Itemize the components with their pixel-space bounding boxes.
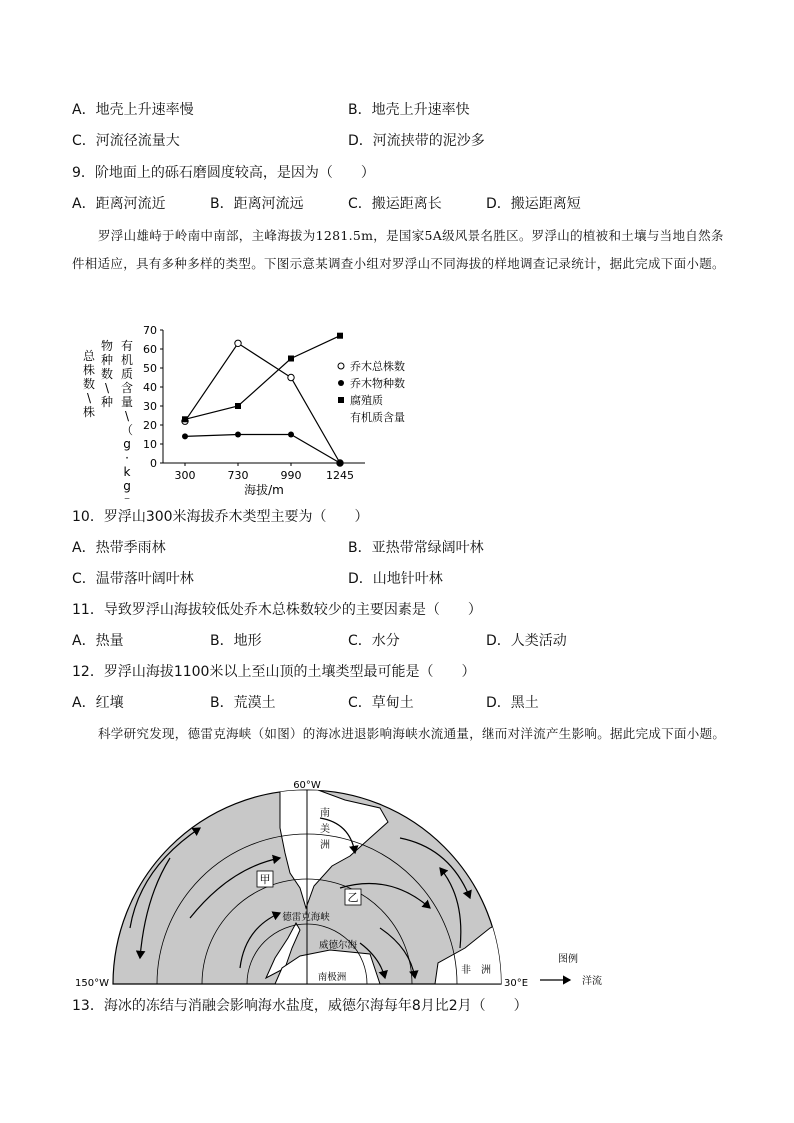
svg-text:种: 种	[100, 353, 114, 367]
svg-text:美: 美	[320, 824, 330, 835]
data-point	[235, 403, 241, 409]
svg-text:（: （	[120, 423, 134, 437]
q10-option-d: D．山地针叶林	[348, 571, 443, 587]
x-axis-label: 海拔/m	[244, 483, 284, 497]
legend-label: 有机质含量	[350, 411, 405, 424]
q12-option-a: A．红壤	[72, 695, 124, 711]
legend-marker	[338, 363, 344, 369]
luofu-survey-chart	[75, 322, 435, 500]
label-jia: 甲	[259, 873, 271, 886]
legend-label: 乔木总株数	[350, 360, 405, 373]
q9-option-d: D．搬运距离短	[486, 196, 581, 212]
y-label-right	[121, 339, 133, 500]
label-antarctica: 南极洲	[317, 972, 347, 983]
svg-text:有: 有	[120, 339, 134, 353]
label-150w: 150°W	[75, 978, 109, 989]
x-tick-label: 1245	[326, 469, 354, 482]
label-yi: 乙	[347, 891, 359, 904]
legend-marker	[338, 380, 344, 386]
drake-passage-map	[70, 778, 630, 992]
data-point	[288, 432, 294, 438]
legend-title: 图例	[558, 954, 578, 965]
x-tick-label: 990	[280, 469, 302, 482]
label-weddell-sea: 威德尔海	[318, 940, 358, 951]
series-line	[185, 336, 340, 420]
q10-option-c: C．温带落叶阔叶林	[72, 571, 194, 587]
series-line	[185, 435, 340, 464]
svg-text:机: 机	[120, 353, 134, 367]
q10-option-a: A．热带季雨林	[72, 540, 166, 556]
q10-option-b: B．亚热带常绿阔叶林	[348, 540, 484, 556]
y-tick-label: 50	[143, 362, 157, 375]
data-point	[182, 416, 188, 422]
legend-label: 乔木物种数	[350, 377, 405, 390]
data-point	[182, 433, 188, 439]
svg-text:种: 种	[100, 395, 114, 409]
svg-text:·: ·	[125, 451, 129, 465]
svg-text:g: g	[123, 479, 131, 493]
y-tick-label: 30	[143, 400, 157, 413]
data-point	[337, 460, 343, 466]
q12-option-c: C．草甸土	[348, 695, 414, 711]
y-tick-label: 10	[143, 438, 157, 451]
svg-text:含: 含	[120, 381, 134, 395]
q8-option-b: B．地壳上升速率快	[348, 102, 470, 118]
data-point	[337, 333, 343, 339]
label-30e: 30°E	[503, 978, 529, 989]
q12-stem: 12．罗浮山海拔1100米以上至山顶的土壤类型最可能是（ ）	[72, 664, 476, 680]
q11-option-c: C．水分	[348, 633, 400, 649]
q13-stem: 13．海冰的冻结与消融会影响海水盐度，威德尔海每年8月比2月（ ）	[72, 998, 528, 1014]
label-drake-passage: 德雷克海峡	[282, 912, 330, 923]
q11-option-d: D．人类活动	[486, 633, 567, 649]
y-tick-label: 20	[143, 419, 157, 432]
series-line	[185, 343, 340, 463]
svg-text:质: 质	[120, 367, 134, 381]
y-label-mid	[101, 338, 113, 409]
y-tick-label: 40	[143, 381, 157, 394]
svg-text:\: \	[86, 391, 92, 405]
q11-option-a: A．热量	[72, 633, 124, 649]
label-south-america	[320, 806, 330, 851]
svg-text:数: 数	[82, 377, 96, 391]
q9-option-b: B．距离河流远	[210, 196, 304, 212]
x-tick-label: 300	[174, 469, 196, 482]
data-point	[288, 356, 294, 362]
q9-option-a: A．距离河流近	[72, 196, 166, 212]
data-point	[288, 374, 294, 380]
q10-stem: 10．罗浮山300米海拔乔木类型主要为（ ）	[72, 509, 369, 525]
svg-text:\: \	[104, 381, 110, 395]
svg-text:g: g	[123, 437, 131, 451]
svg-text:物: 物	[100, 339, 114, 353]
q9-option-c: C．搬运距离长	[348, 196, 442, 212]
y-tick-label: 0	[150, 457, 157, 470]
legend-marker	[338, 397, 344, 403]
q11-stem: 11．导致罗浮山海拔较低处乔木总株数较少的主要因素是（ ）	[72, 602, 482, 618]
label-africa: 非 洲	[461, 965, 491, 976]
svg-text:数: 数	[100, 367, 114, 381]
data-point	[235, 432, 241, 438]
label-60w: 60°W	[293, 780, 321, 791]
legend-current-label: 洋流	[582, 976, 602, 987]
q8-option-d: D．河流挟带的泥沙多	[348, 133, 485, 149]
svg-text:南: 南	[320, 808, 330, 819]
q11-option-b: B．地形	[210, 633, 262, 649]
intro-paragraph-drake: 科学研究发现，德雷克海峡（如图）的海冰进退影响海峡水流通量，继而对洋流产生影响。据此完成下面小题。	[98, 726, 726, 741]
legend-label: 腐殖质	[350, 394, 383, 407]
y-tick-label: 60	[143, 343, 157, 356]
svg-text:k: k	[123, 465, 131, 479]
q12-option-b: B．荒漠土	[210, 695, 276, 711]
y-tick-label: 70	[143, 324, 157, 337]
svg-text:株: 株	[82, 405, 96, 419]
svg-text:⁻: ⁻	[123, 493, 131, 500]
data-point	[235, 340, 241, 346]
q8-option-c: C．河流径流量大	[72, 133, 180, 149]
svg-text:\: \	[124, 409, 130, 423]
q9-stem: 9．阶地面上的砾石磨圆度较高，是因为（ ）	[72, 165, 375, 181]
q12-option-d: D．黑土	[486, 695, 539, 711]
svg-text:洲: 洲	[320, 840, 330, 851]
y-label-left	[83, 349, 96, 419]
intro-paragraph-luofu: 罗浮山雄峙于岭南中南部，主峰海拔为1281.5m，是国家5A级风景名胜区。罗浮山的植被和土壤与当地自然条件相适应，具有多种多样的类型。下图示意某调查小组对罗浮山不同海拔的样地调查记录统计，据此完成下面小题。	[72, 228, 725, 271]
x-tick-label: 730	[227, 469, 249, 482]
svg-text:总: 总	[82, 349, 96, 363]
svg-text:量: 量	[120, 395, 134, 409]
svg-text:株: 株	[82, 363, 96, 377]
q8-option-a: A．地壳上升速率慢	[72, 102, 194, 118]
